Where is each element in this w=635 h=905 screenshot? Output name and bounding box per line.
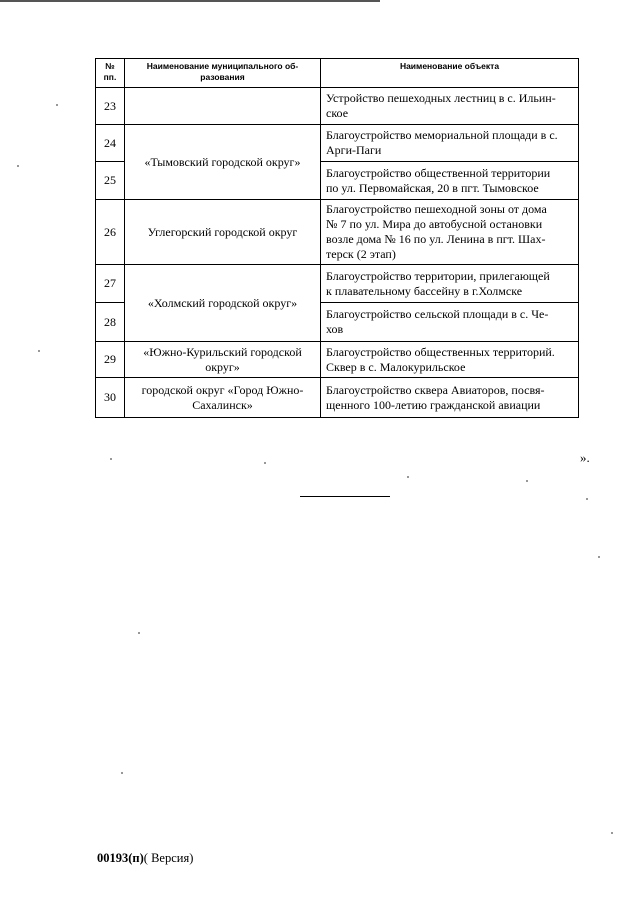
row-object: Благоустройство территории, прилегающей к плавательному бассейну в г.Холмске [321, 265, 579, 303]
header-num: № пп. [96, 59, 125, 88]
scan-speck [56, 104, 58, 106]
scan-speck [38, 350, 40, 352]
scan-speck [17, 165, 19, 167]
table-row [96, 378, 579, 418]
top-border-line [0, 0, 380, 2]
objects-table [95, 58, 579, 418]
row-municipality [125, 88, 321, 125]
table-row [96, 200, 579, 265]
row-object: Благоустройство общественных территорий. Сквер в с. Малокурильское [321, 342, 579, 378]
row-num: 24 [96, 125, 125, 162]
row-num: 26 [96, 200, 125, 265]
table-header-row [96, 59, 579, 88]
row-num: 28 [96, 303, 125, 342]
row-object: Благоустройство общественной территории по ул. Первомайская, 20 в пгт. Тымовское [321, 162, 579, 200]
row-object: Благоустройство сельской площади в с. Че- хов [321, 303, 579, 342]
table-row [96, 125, 579, 162]
scan-speck [526, 480, 528, 482]
scan-speck [110, 458, 112, 460]
row-object: Благоустройство пешеходной зоны от дома № 7 по ул. Мира до автобусной остановки возле дома № 16 по ул. Ленина в пгт. Шах- терск (2 этап) [321, 200, 579, 265]
table-row [96, 88, 579, 125]
scan-speck [611, 832, 613, 834]
scan-speck [138, 632, 140, 634]
row-municipality: «Южно-Курильский городской округ» [125, 342, 321, 378]
table-row [96, 342, 579, 378]
scan-speck [121, 772, 123, 774]
row-municipality: «Тымовский городской округ» [125, 125, 321, 200]
separator-line [300, 496, 390, 497]
scan-speck [407, 476, 409, 478]
document-number [97, 851, 193, 866]
row-num: 23 [96, 88, 125, 125]
row-object: Благоустройство сквера Авиаторов, посвя- щенного 100-летию гражданской авиации [321, 378, 579, 418]
table-row [96, 265, 579, 303]
document-code: 00193(п) [97, 851, 144, 865]
row-num: 29 [96, 342, 125, 378]
document-version: ( Версия) [143, 851, 194, 865]
row-object: Устройство пешеходных лестниц в с. Ильин- ское [321, 88, 579, 125]
row-num: 25 [96, 162, 125, 200]
row-num: 27 [96, 265, 125, 303]
header-object: Наименование объекта [321, 59, 579, 88]
row-municipality: Углегорский городской округ [125, 200, 321, 265]
scan-speck [598, 556, 600, 558]
scan-speck [586, 498, 588, 500]
scan-speck [264, 462, 266, 464]
row-num: 30 [96, 378, 125, 418]
row-municipality: городской округ «Город Южно- Сахалинск» [125, 378, 321, 418]
closing-quote-mark: ». [580, 450, 590, 465]
row-object: Благоустройство мемориальной площади в с. Арги-Паги [321, 125, 579, 162]
header-municipality: Наименование муниципального об- разования [125, 59, 321, 88]
row-municipality: «Холмский городской округ» [125, 265, 321, 342]
